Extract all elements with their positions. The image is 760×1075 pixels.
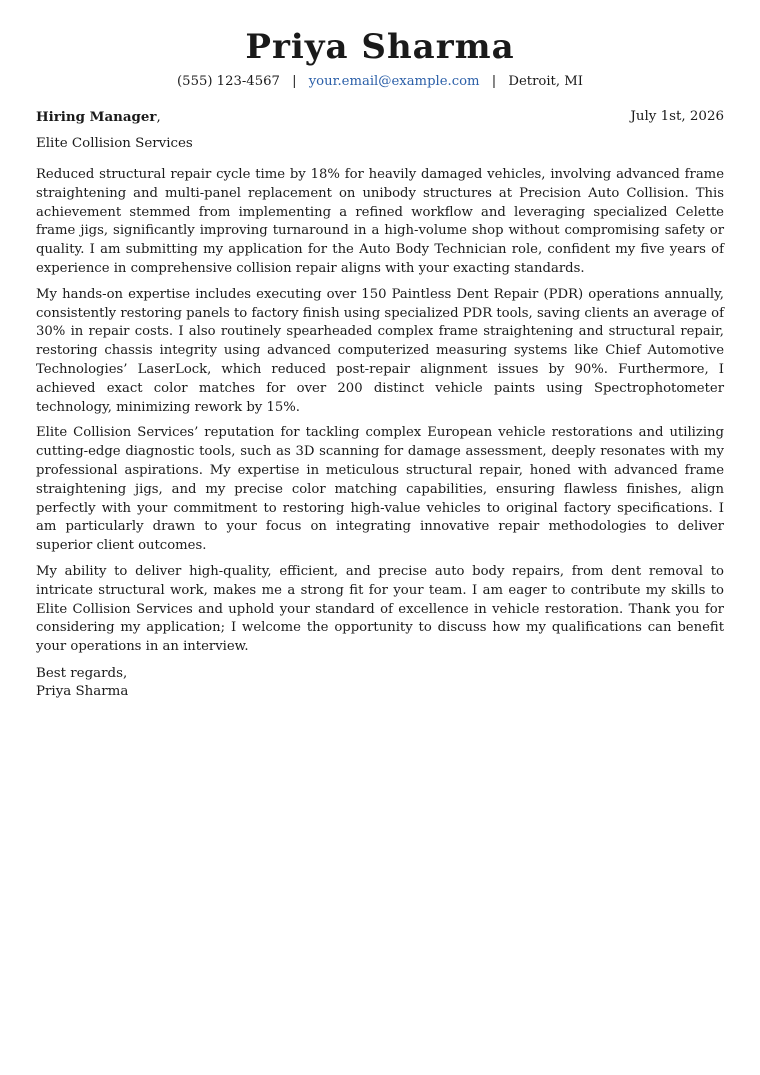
email-link[interactable]: your.email@example.com xyxy=(308,74,480,89)
applicant-name: Priya Sharma xyxy=(245,27,515,67)
recipient-date-row xyxy=(36,108,724,127)
closing-salutation: Best regards, xyxy=(36,665,128,681)
recipient-suffix: , xyxy=(156,110,161,125)
letter-body xyxy=(36,166,724,657)
signature-name: Priya Sharma xyxy=(36,684,129,700)
contact-separator: | xyxy=(292,74,297,89)
contact-separator: | xyxy=(491,74,497,89)
closing-block xyxy=(36,665,724,702)
location: Detroit, MI xyxy=(508,74,583,89)
body-paragraph: Reduced structural repair cycle time by 18% for heavily damaged vehicles, involving advanced frame straightening and multi-panel replacement on unibody structures at Precision Auto Collision. This achievement stemmed from implementing a refined workflow and leveraging specialized Celette frame jigs, significantly improving turnaround in a high-volume shop without compromising safety or quality. I am submitting my application for the Auto Body Technician role, confident my five years of experience in comprehensive collision repair aligns with your exacting standards. xyxy=(36,167,724,276)
recipient-name: Hiring Manager xyxy=(36,109,157,125)
recipient-greeting xyxy=(36,108,161,127)
body-paragraph: My hands-on expertise includes executing over 150 Paintless Dent Repair (PDR) operations annually, consistently restoring panels to factory finish using specialized PDR tools, saving clients an average of 30% in repair costs. I also routinely spearheaded complex frame straightening and structural repair, restoring chassis integrity using advanced computerized measuring systems like Chief Automotive Technologies’ LaserLock, which reduced post-repair alignment issues by 90%. Furthermore, I achieved exact color matches for over 200 distinct vehicle paints using Spectrophotometer technology, minimizing rework by 15%. xyxy=(36,286,724,415)
body-paragraph: My ability to deliver high-quality, efficient, and precise auto body repairs, from dent removal to intricate structural work, makes me a strong fit for your team. I am eager to contribute my skills to Elite Collision Services and uphold your standard of excellence in vehicle restoration. Thank you for considering my application; I welcome the opportunity to discuss how my qualifications can benefit your operations in an interview. xyxy=(36,563,724,655)
recipient-company: Elite Collision Services xyxy=(36,136,193,151)
letter-date: July 1st, 2026 xyxy=(630,109,724,124)
contact-line xyxy=(36,73,724,91)
phone-number: (555) 123-4567 xyxy=(177,74,280,89)
body-paragraph: Elite Collision Services’ reputation for tackling complex European vehicle restorations and utilizing cutting-edge diagnostic tools, such as 3D scanning for damage assessment, deeply resonates with my professional aspirations. My expertise in meticulous structural repair, honed with advanced frame straightening jigs, and my precise color matching capabilities, ensuring flawless finishes, align perfectly with your commitment to restoring high-value vehicles to original factory specifications. I am particularly drawn to your focus on integrating innovative repair methodologies to deliver superior client outcomes. xyxy=(36,425,724,554)
